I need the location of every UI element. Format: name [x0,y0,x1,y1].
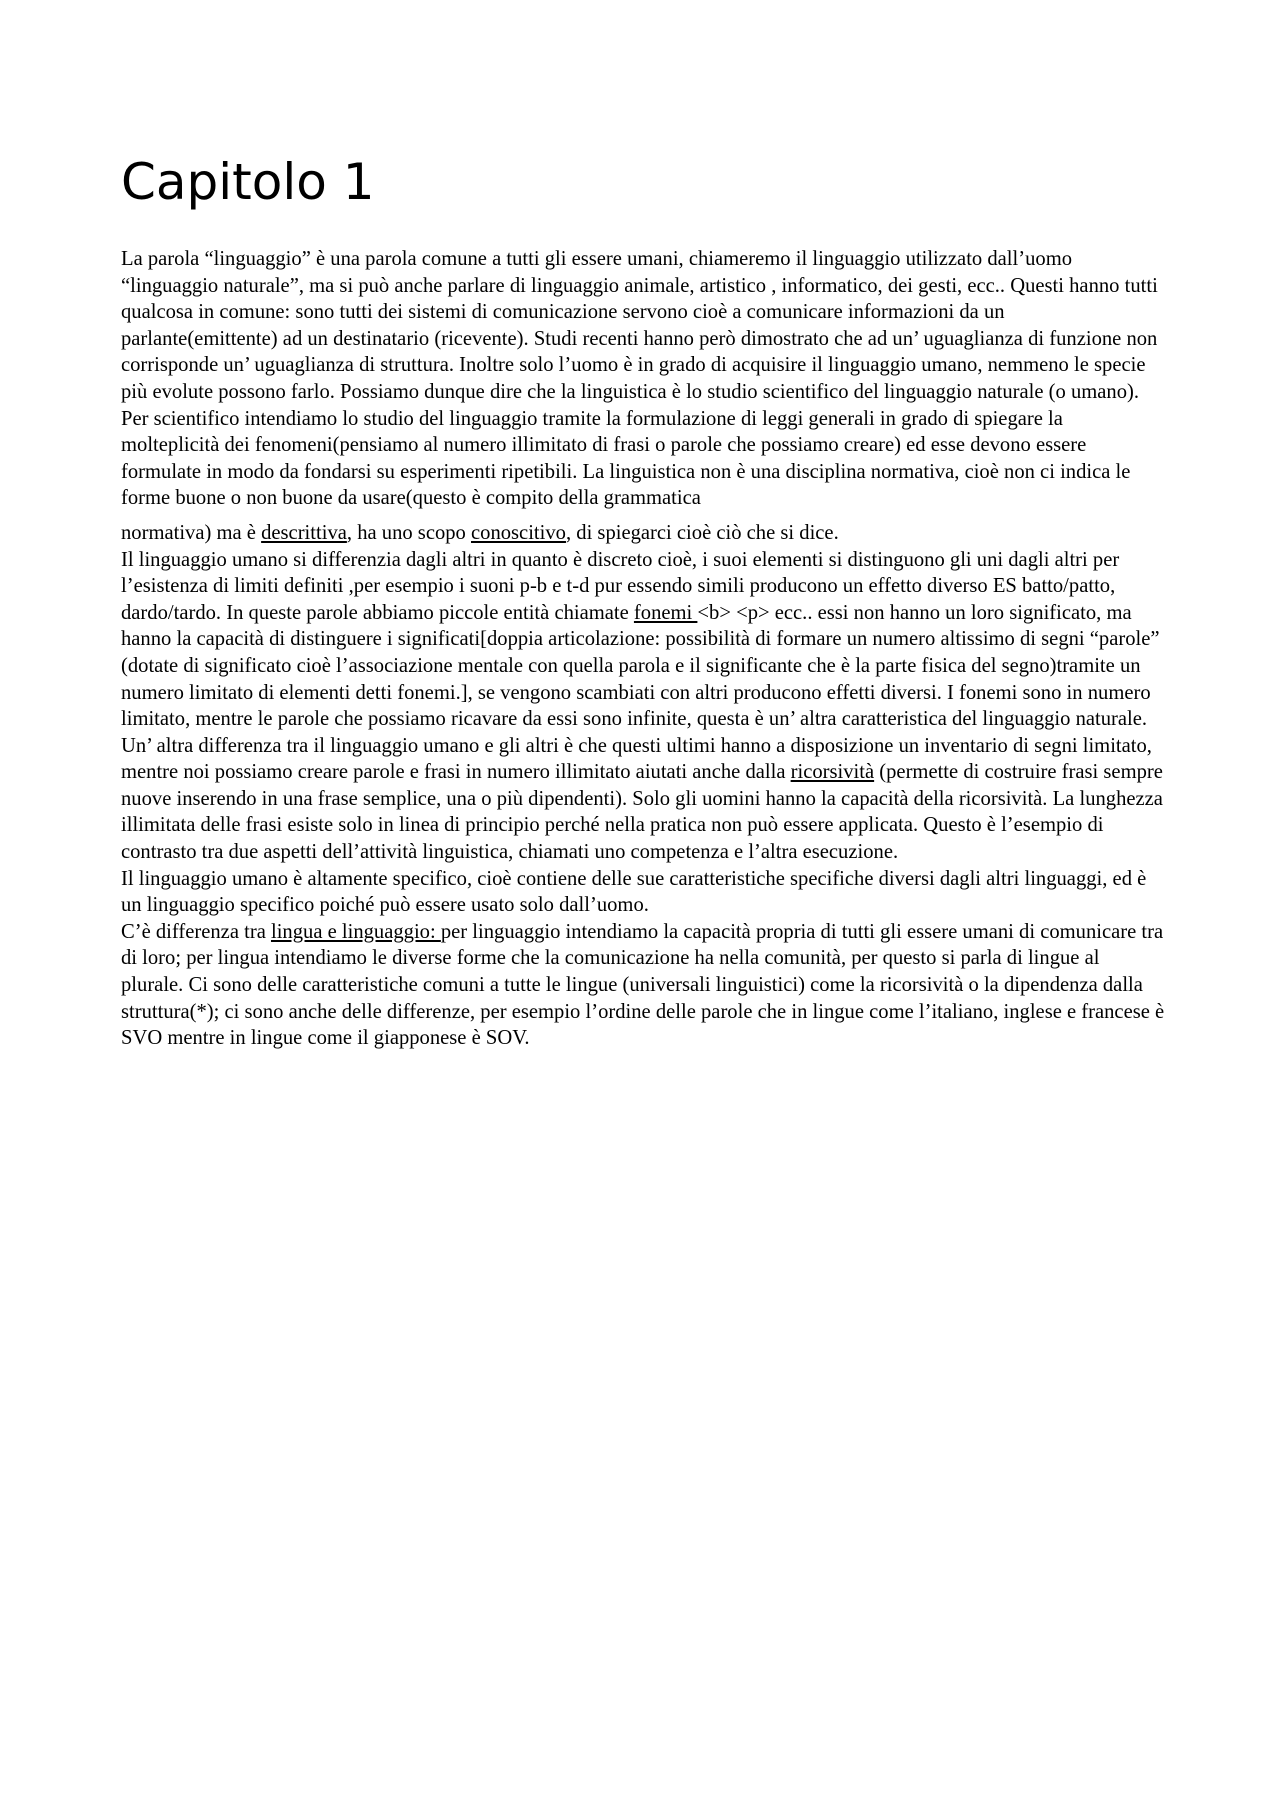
underlined-conoscitivo: conoscitivo [471,521,566,544]
paragraph-1-end-b: , ha uno scopo [346,521,472,544]
paragraph-1-end [121,520,1166,547]
chapter-title: Capitolo 1 [121,153,375,211]
underlined-lingua-e-linguaggio: lingua e linguaggio: [270,920,441,943]
underlined-descrittiva: descrittiva [261,521,347,544]
document-content [121,152,1166,1052]
paragraph-4-a: C’è differenza tra [121,920,271,943]
paragraph-3 [121,866,1166,919]
paragraph-2-a: Il linguaggio umano si differenzia dagli altri in quanto è discreto cioè, i suoi elementi si distinguono gli uni dagli altri per l’esistenza di limiti definiti ,per esempio i suoni p-b e t-d pur essendo simili producono un effetto diverso ES batto/patto, dardo/tardo. In queste parole abbiamo piccole entità chiamate [121,548,1120,624]
paragraph-2-b: <b> <p> ecc.. essi non hanno un loro significato, ma hanno la capacità di distinguere i significati[doppia articolazione: possibilità di formare un numero altissimo di segni “parole” (dotate di significato cioè l’associazione mentale con quella parola e il significante che è la parte fisica del segno)tramite un numero limitato di elementi detti fonemi.], se vengono scambiati con altri producono effetti diversi. I fonemi sono in numero limitato, mentre le parole che possiamo ricavare da essi sono infinite, questa è un’ altra caratteristica del linguaggio naturale. Un’ altra differenza tra il linguaggio umano e gli altri è che questi ultimi hanno a disposizione un inventario di segni limitato, mentre noi possiamo creare parole e frasi in numero illimitato aiutati anche dalla [121,601,1160,784]
paragraph-2-c: (permette di costruire frasi sempre nuove inserendo in una frase semplice, una o più dipendenti). Solo gli uomini hanno la capacità della ricorsività. La lunghezza illimitata delle frasi esiste solo in linea di principio perché nella pratica non può essere applicata. Questo è l’esempio di contrasto tra due aspetti dell’attività linguistica, chiamati uno competenza e l’altra esecuzione. [121,761,1163,864]
paragraph-2 [121,547,1166,866]
paragraph-1-end-a: normativa) ma è [121,521,262,544]
paragraph-1-end-c: , di spiegarci cioè ciò che si dice. [565,521,839,544]
paragraph-1 [121,246,1166,512]
paragraph-4 [121,919,1166,1052]
underlined-fonemi: fonemi [633,601,698,624]
paragraph-3-text: Il linguaggio umano è altamente specifico, cioè contiene delle sue caratteristiche specifiche diversi dagli altri linguaggi, ed è un linguaggio specifico poiché può essere usato solo dall’uomo. [121,867,1147,917]
paragraph-1-text: La parola “linguaggio” è una parola comune a tutti gli essere umani, chiameremo il linguaggio utilizzato dall’uomo “linguaggio naturale”, ma si può anche parlare di linguaggio animale, artistico , informatico, dei gesti, ecc.. Questi hanno tutti qualcosa in comune: sono tutti dei sistemi di comunicazione servono cioè a comunicare informazioni da un parlante(emittente) ad un destinatario (ricevente). Studi recenti hanno però dimostrato che ad un’ uguaglianza di funzione non corrisponde un’ uguaglianza di struttura. Inoltre solo l’uomo è in grado di acquisire il linguaggio umano, nemmeno le specie più evolute possono farlo. Possiamo dunque dire che la linguistica è lo studio scientifico del linguaggio naturale (o umano). Per scientifico intendiamo lo studio del linguaggio tramite la formulazione di leggi generali in grado di spiegare la molteplicità dei fenomeni(pensiamo al numero illimitato di frasi o parole che possiamo creare) ed esse devono essere formulate in modo da fondarsi su esperimenti ripetibili. La linguistica non è una disciplina normativa, cioè non ci indica le forme buone o non buone da usare(questo è compito della grammatica [121,248,1158,510]
document-body [121,246,1166,1052]
underlined-ricorsivita: ricorsività [790,761,875,784]
paragraph-4-b: per linguaggio intendiamo la capacità propria di tutti gli essere umani di comunicare tra di loro; per lingua intendiamo le diverse forme che la comunicazione ha nella comunità, per questo si parla di lingue al plurale. Ci sono delle caratteristiche comuni a tutte le lingue (universali linguistici) come la ricorsività o la dipendenza dalla struttura(*); ci sono anche delle differenze, per esempio l’ordine delle parole che in lingue come l’italiano, inglese e francese è SVO mentre in lingue come il giapponese è SOV. [121,920,1165,1050]
